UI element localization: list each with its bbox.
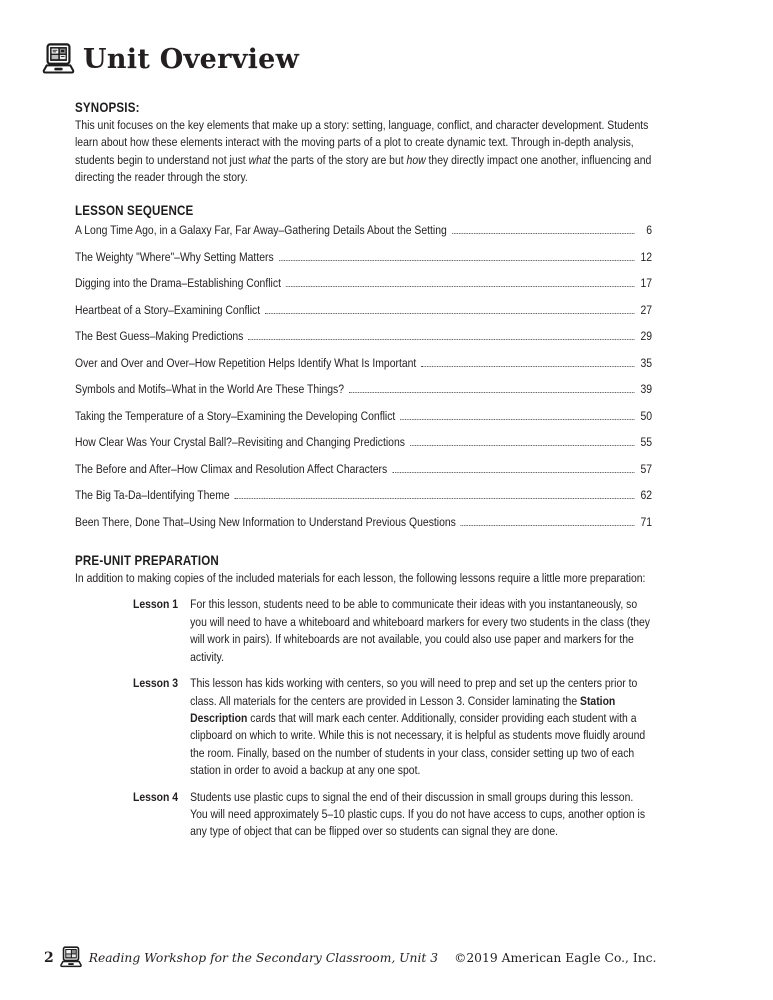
toc-entry-page: 27 <box>640 302 653 317</box>
toc-dot-leader <box>349 392 634 393</box>
toc-dot-leader <box>265 313 634 314</box>
pre-unit-preparation-section <box>75 553 652 841</box>
prep-item-body <box>190 675 652 779</box>
toc-entry-title: A Long Time Ago, in a Galaxy Far, Far Away–Gathering Details About the Setting <box>75 223 447 238</box>
toc-entry-title: The Before and After–How Climax and Resolution Affect Characters <box>75 461 388 476</box>
toc-entry <box>75 516 652 530</box>
toc-entry <box>75 357 652 371</box>
toc-entry <box>75 436 652 450</box>
synopsis-italic-word: what <box>248 152 271 167</box>
footer-copyright: ©2019 American Eagle Co., Inc. <box>454 950 657 965</box>
toc-entry <box>75 277 652 291</box>
lesson-toc <box>75 224 652 529</box>
toc-entry-title: The Big Ta-Da–Identifying Theme <box>75 488 230 503</box>
synopsis-text: they directly impact one another, influencing and directing the reader through the story. <box>75 152 652 184</box>
prep-item-label: Lesson 3 <box>132 676 179 691</box>
toc-entry <box>75 463 652 477</box>
pre-unit-heading: PRE-UNIT PREPARATION <box>75 553 219 569</box>
toc-entry-page: 29 <box>640 329 653 344</box>
toc-entry-title: The Best Guess–Making Predictions <box>75 329 244 344</box>
toc-dot-leader <box>235 498 635 499</box>
page-footer <box>44 946 656 969</box>
toc-entry-page: 17 <box>640 276 653 291</box>
toc-entry-title: How Clear Was Your Crystal Ball?–Revisiting and Changing Predictions <box>75 435 405 450</box>
toc-entry-title: Symbols and Motifs–What in the World Are These Things? <box>75 382 345 397</box>
synopsis-text: the parts of the story are but <box>270 152 407 167</box>
toc-entry <box>75 383 652 397</box>
toc-entry <box>75 224 652 238</box>
toc-entry-title: Taking the Temperature of a Story–Examining the Developing Conflict <box>75 408 396 423</box>
toc-entry-page: 55 <box>640 435 653 450</box>
toc-dot-leader <box>421 366 634 367</box>
toc-dot-leader <box>279 260 635 261</box>
prep-item-body: For this lesson, students need to be able to communicate their ideas with you instantaneously, so you will need to have a whiteboard and whiteboard markers for every two students in the class (they will work in pairs). If whiteboards are not available, you could also use paper and markers for the activity. <box>190 597 651 664</box>
toc-entry <box>75 251 652 265</box>
prep-item-label: Lesson 4 <box>132 789 179 804</box>
prep-item-lesson-1 <box>133 596 652 666</box>
page-title: Unit Overview <box>83 44 300 75</box>
toc-dot-leader <box>392 472 634 473</box>
prep-item-lesson-3 <box>133 675 652 779</box>
toc-entry <box>75 304 652 318</box>
synopsis-section <box>75 100 652 186</box>
toc-dot-leader <box>248 339 634 340</box>
laptop-icon <box>40 41 77 78</box>
toc-entry-page: 71 <box>640 514 653 529</box>
prep-item-text: This lesson has kids working with centers, so you will need to prep and set up the centers prior to class. All materials for the centers are provided in Lesson 3. Consider laminating the <box>190 676 638 708</box>
toc-dot-leader <box>461 525 635 526</box>
toc-entry-page: 35 <box>640 355 653 370</box>
toc-entry <box>75 410 652 424</box>
pre-unit-intro: In addition to making copies of the included materials for each lesson, the following lessons require a little more preparation: <box>75 571 646 586</box>
toc-dot-leader <box>452 233 635 234</box>
toc-entry-title: Heartbeat of a Story–Examining Conflict <box>75 302 261 317</box>
toc-entry-page: 39 <box>640 382 653 397</box>
toc-dot-leader <box>400 419 634 420</box>
toc-dot-leader <box>410 445 634 446</box>
page-header <box>40 41 299 78</box>
toc-entry-page: 12 <box>640 249 653 264</box>
toc-entry-title: The Weighty "Where"–Why Setting Matters <box>75 249 274 264</box>
synopsis-heading: SYNOPSIS: <box>75 100 140 115</box>
toc-entry-title: Over and Over and Over–How Repetition Helps Identify What Is Important <box>75 355 417 370</box>
toc-entry-page: 50 <box>640 408 653 423</box>
laptop-icon <box>54 946 89 969</box>
toc-entry-page: 57 <box>640 461 653 476</box>
footer-book-title: Reading Workshop for the Secondary Classroom, Unit 3 <box>88 950 439 965</box>
toc-entry-title: Been There, Done That–Using New Information to Understand Previous Questions <box>75 514 456 529</box>
lesson-sequence-heading: LESSON SEQUENCE <box>75 203 194 219</box>
prep-item-body: Students use plastic cups to signal the end of their discussion in small groups during this lesson. You will need approximately 5–10 plastic cups. If you do not have access to cups, another option is any type of object that can be flipped over so students can signal they are done. <box>190 789 646 839</box>
prep-item-label: Lesson 1 <box>132 597 179 612</box>
page-content <box>75 100 652 841</box>
prep-item-bold-term: Station Description <box>190 693 616 725</box>
toc-entry-page: 6 <box>646 223 653 238</box>
toc-entry <box>75 489 652 503</box>
toc-entry-page: 62 <box>640 488 653 503</box>
toc-entry <box>75 330 652 344</box>
prep-item-lesson-4 <box>133 789 652 841</box>
toc-dot-leader <box>286 286 634 287</box>
synopsis-italic-word: how <box>406 152 426 167</box>
toc-entry-title: Digging into the Drama–Establishing Conflict <box>75 276 281 291</box>
lesson-sequence-section <box>75 203 652 529</box>
synopsis-paragraph <box>75 117 652 186</box>
prep-item-text: cards that will mark each center. Additionally, consider providing each student with a clipboard on which to write. While this is not necessary, it is helpful as students move fluidly around the room. Finally, based on the number of students in your class, consider setting up two of each station in order to avoid a backup at any one spot. <box>190 710 646 778</box>
synopsis-text: This unit focuses on the key elements that make up a story: setting, language, conflict, and character development. Students learn about how these elements interact with the moving parts of a plot to create dynamic text. Through in-depth analysis, students begin to understand not just <box>75 118 649 167</box>
footer-page-number: 2 <box>44 949 54 966</box>
